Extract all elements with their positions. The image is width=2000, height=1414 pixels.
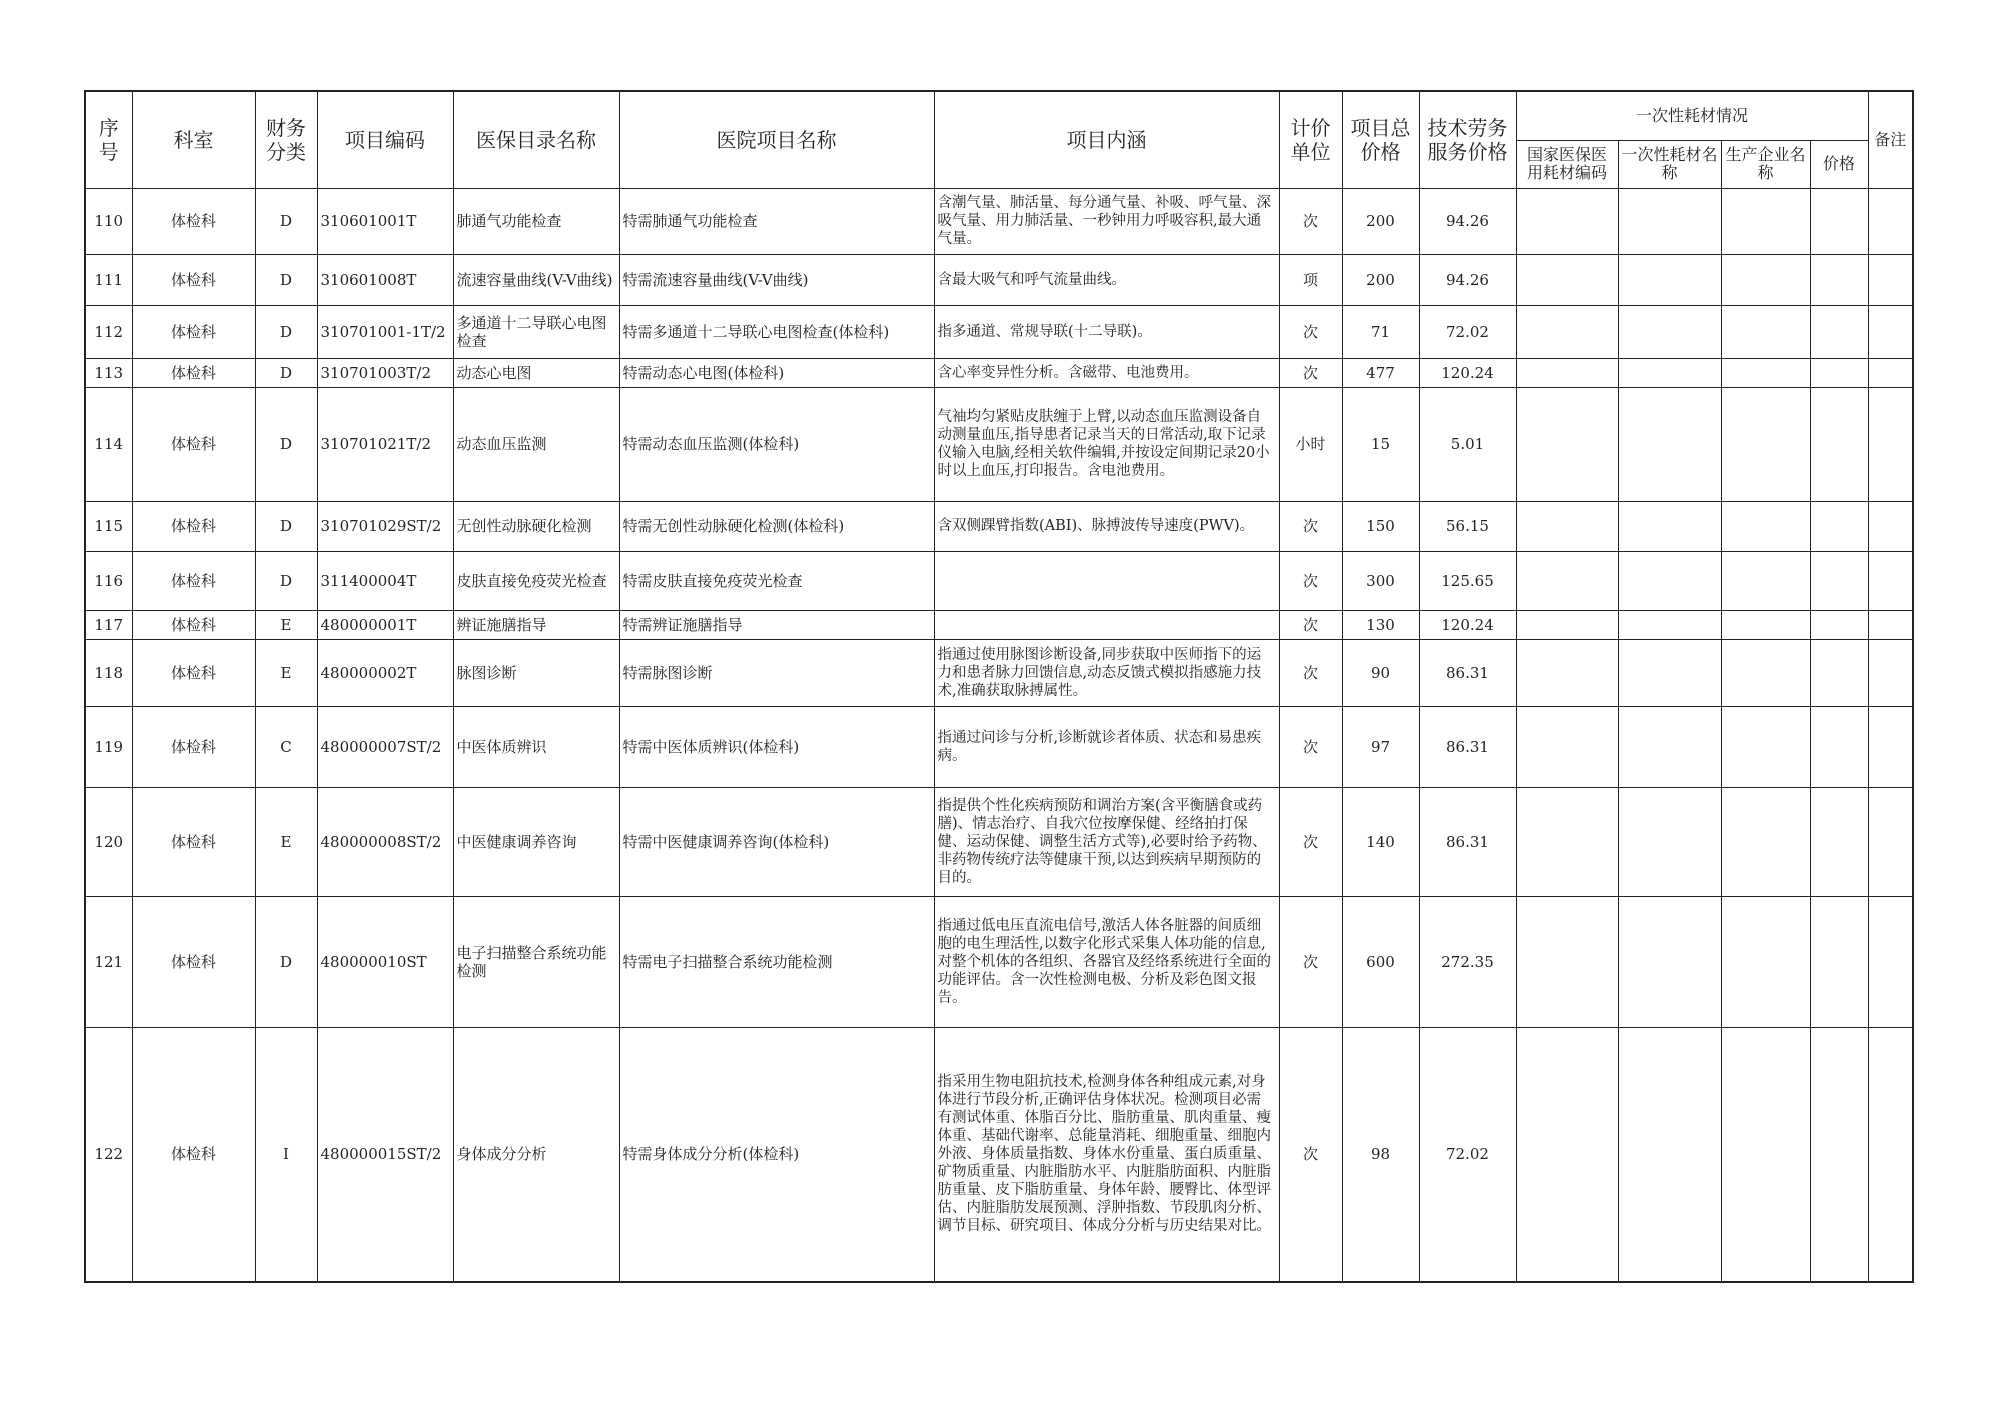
- cell-content: 指提供个性化疾病预防和调治方案(含平衡膳食或药膳)、情志治疗、自我穴位按摩保健、经络拍打保健、运动保健、调整生活方式等),必要时给予药物、非药物传统疗法等健康干预,以达到疾病早期预防的目的。: [934, 787, 1279, 896]
- cell-content: 含潮气量、肺活量、每分通气量、补吸、呼气量、深吸气量、用力肺活量、一秒钟用力呼吸容积,最大通气量。: [934, 188, 1279, 254]
- cell-consumable-code: [1516, 188, 1618, 254]
- cell-unit: 次: [1279, 305, 1342, 358]
- cell-price: [1810, 896, 1868, 1027]
- cell-hospital-name: 特需无创性动脉硬化检测(体检科): [619, 501, 934, 551]
- table-row: [85, 188, 1913, 254]
- cell-consumable-name: [1618, 1027, 1721, 1282]
- cell-total-price: 71: [1342, 305, 1419, 358]
- cell-dept: 体检科: [132, 610, 255, 639]
- cell-hospital-name: 特需动态心电图(体检科): [619, 358, 934, 387]
- cell-consumable-code: [1516, 305, 1618, 358]
- cell-fin-cat: D: [255, 551, 317, 610]
- cell-manufacturer: [1721, 358, 1810, 387]
- cell-insurance-name: 中医体质辨识: [453, 706, 619, 787]
- cell-remark: [1868, 305, 1913, 358]
- cell-code: 310701021T/2: [317, 387, 453, 501]
- cell-remark: [1868, 254, 1913, 305]
- cell-content: [934, 551, 1279, 610]
- cell-total-price: 98: [1342, 1027, 1419, 1282]
- cell-remark: [1868, 188, 1913, 254]
- cell-total-price: 90: [1342, 639, 1419, 706]
- cell-consumable-code: [1516, 706, 1618, 787]
- cell-hospital-name: 特需电子扫描整合系统功能检测: [619, 896, 934, 1027]
- cell-dept: 体检科: [132, 1027, 255, 1282]
- table-row: [85, 610, 1913, 639]
- cell-content: [934, 610, 1279, 639]
- cell-consumable-name: [1618, 896, 1721, 1027]
- cell-hospital-name: 特需动态血压监测(体检科): [619, 387, 934, 501]
- cell-content: 指通过使用脉图诊断设备,同步获取中医师指下的运力和患者脉力回馈信息,动态反馈式模拟指感施力技术,准确获取脉搏属性。: [934, 639, 1279, 706]
- cell-seq: 121: [85, 896, 132, 1027]
- cell-unit: 次: [1279, 639, 1342, 706]
- cell-total-price: 150: [1342, 501, 1419, 551]
- header-hospital-name: 医院项目名称: [619, 91, 934, 188]
- cell-fin-cat: D: [255, 254, 317, 305]
- cell-seq: 113: [85, 358, 132, 387]
- cell-total-price: 200: [1342, 254, 1419, 305]
- cell-manufacturer: [1721, 188, 1810, 254]
- cell-price: [1810, 188, 1868, 254]
- cell-consumable-code: [1516, 610, 1618, 639]
- cell-consumable-name: [1618, 188, 1721, 254]
- cell-fin-cat: E: [255, 787, 317, 896]
- cell-service-price: 72.02: [1419, 1027, 1516, 1282]
- cell-fin-cat: D: [255, 387, 317, 501]
- cell-insurance-name: 身体成分分析: [453, 1027, 619, 1282]
- cell-code: 310601008T: [317, 254, 453, 305]
- cell-hospital-name: 特需多通道十二导联心电图检查(体检科): [619, 305, 934, 358]
- cell-insurance-name: 流速容量曲线(V-V曲线): [453, 254, 619, 305]
- cell-unit: 次: [1279, 358, 1342, 387]
- cell-manufacturer: [1721, 896, 1810, 1027]
- cell-dept: 体检科: [132, 254, 255, 305]
- cell-remark: [1868, 787, 1913, 896]
- cell-insurance-name: 中医健康调养咨询: [453, 787, 619, 896]
- cell-code: 480000001T: [317, 610, 453, 639]
- cell-remark: [1868, 896, 1913, 1027]
- cell-manufacturer: [1721, 305, 1810, 358]
- cell-price: [1810, 639, 1868, 706]
- header-service-price: 技术劳务服务价格: [1419, 91, 1516, 188]
- cell-manufacturer: [1721, 551, 1810, 610]
- cell-total-price: 15: [1342, 387, 1419, 501]
- price-table: [84, 90, 1914, 1283]
- cell-fin-cat: I: [255, 1027, 317, 1282]
- cell-manufacturer: [1721, 1027, 1810, 1282]
- cell-service-price: 86.31: [1419, 706, 1516, 787]
- cell-seq: 117: [85, 610, 132, 639]
- cell-seq: 114: [85, 387, 132, 501]
- cell-price: [1810, 387, 1868, 501]
- cell-service-price: 125.65: [1419, 551, 1516, 610]
- cell-unit: 次: [1279, 501, 1342, 551]
- cell-price: [1810, 358, 1868, 387]
- cell-hospital-name: 特需身体成分分析(体检科): [619, 1027, 934, 1282]
- header-fin-cat: 财务分类: [255, 91, 317, 188]
- cell-content: 指采用生物电阻抗技术,检测身体各种组成元素,对身体进行节段分析,正确评估身体状况。检测项目必需有测试体重、体脂百分比、脂肪重量、肌肉重量、瘦体重、基础代谢率、总能量消耗、细胞重量、细胞内外液、身体质量指数、身体水份重量、蛋白质重量、矿物质重量、内脏脂肪水平、内脏脂肪面积、内脏脂肪重量、皮下脂肪重量、身体年龄、腰臀比、体型评估、内脏脂肪发展预测、浮肿指数、节段肌肉分析、调节目标、研究项目、体成分分析与历史结果对比。: [934, 1027, 1279, 1282]
- cell-code: 310601001T: [317, 188, 453, 254]
- header-insurance-name: 医保目录名称: [453, 91, 619, 188]
- table-row: [85, 1027, 1913, 1282]
- cell-remark: [1868, 1027, 1913, 1282]
- cell-manufacturer: [1721, 787, 1810, 896]
- table-row: [85, 254, 1913, 305]
- cell-insurance-name: 皮肤直接免疫荧光检查: [453, 551, 619, 610]
- cell-price: [1810, 787, 1868, 896]
- cell-fin-cat: D: [255, 358, 317, 387]
- table-row: [85, 358, 1913, 387]
- cell-dept: 体检科: [132, 387, 255, 501]
- cell-insurance-name: 多通道十二导联心电图检查: [453, 305, 619, 358]
- cell-seq: 122: [85, 1027, 132, 1282]
- cell-hospital-name: 特需中医体质辨识(体检科): [619, 706, 934, 787]
- cell-code: 310701003T/2: [317, 358, 453, 387]
- cell-consumable-code: [1516, 358, 1618, 387]
- cell-total-price: 600: [1342, 896, 1419, 1027]
- table-row: [85, 501, 1913, 551]
- cell-price: [1810, 254, 1868, 305]
- cell-unit: 次: [1279, 610, 1342, 639]
- cell-consumable-code: [1516, 551, 1618, 610]
- cell-fin-cat: D: [255, 188, 317, 254]
- cell-seq: 116: [85, 551, 132, 610]
- cell-insurance-name: 动态心电图: [453, 358, 619, 387]
- cell-unit: 次: [1279, 787, 1342, 896]
- header-unit: 计价单位: [1279, 91, 1342, 188]
- cell-fin-cat: D: [255, 305, 317, 358]
- cell-hospital-name: 特需皮肤直接免疫荧光检查: [619, 551, 934, 610]
- cell-total-price: 140: [1342, 787, 1419, 896]
- cell-dept: 体检科: [132, 501, 255, 551]
- cell-consumable-code: [1516, 787, 1618, 896]
- header-content: 项目内涵: [934, 91, 1279, 188]
- table-row: [85, 305, 1913, 358]
- cell-consumable-code: [1516, 1027, 1618, 1282]
- header-code: 项目编码: [317, 91, 453, 188]
- cell-remark: [1868, 501, 1913, 551]
- cell-consumable-code: [1516, 501, 1618, 551]
- header-remark: 备注: [1868, 91, 1913, 188]
- header-price: 价格: [1810, 140, 1868, 188]
- cell-unit: 项: [1279, 254, 1342, 305]
- cell-total-price: 130: [1342, 610, 1419, 639]
- cell-remark: [1868, 706, 1913, 787]
- cell-seq: 119: [85, 706, 132, 787]
- cell-price: [1810, 1027, 1868, 1282]
- cell-consumable-name: [1618, 387, 1721, 501]
- table-row: [85, 787, 1913, 896]
- cell-service-price: 94.26: [1419, 254, 1516, 305]
- cell-hospital-name: 特需肺通气功能检查: [619, 188, 934, 254]
- cell-unit: 次: [1279, 1027, 1342, 1282]
- cell-consumable-code: [1516, 639, 1618, 706]
- table-row: [85, 387, 1913, 501]
- cell-unit: 次: [1279, 896, 1342, 1027]
- cell-seq: 111: [85, 254, 132, 305]
- cell-seq: 115: [85, 501, 132, 551]
- cell-consumable-name: [1618, 501, 1721, 551]
- cell-manufacturer: [1721, 387, 1810, 501]
- cell-insurance-name: 动态血压监测: [453, 387, 619, 501]
- cell-dept: 体检科: [132, 706, 255, 787]
- cell-code: 480000010ST: [317, 896, 453, 1027]
- cell-fin-cat: D: [255, 501, 317, 551]
- cell-dept: 体检科: [132, 188, 255, 254]
- cell-price: [1810, 501, 1868, 551]
- header-consumable-name: 一次性耗材名称: [1618, 140, 1721, 188]
- cell-insurance-name: 电子扫描整合系统功能检测: [453, 896, 619, 1027]
- cell-hospital-name: 特需脉图诊断: [619, 639, 934, 706]
- cell-service-price: 72.02: [1419, 305, 1516, 358]
- cell-consumable-name: [1618, 254, 1721, 305]
- cell-insurance-name: 肺通气功能检查: [453, 188, 619, 254]
- cell-content: 指多通道、常规导联(十二导联)。: [934, 305, 1279, 358]
- cell-fin-cat: D: [255, 896, 317, 1027]
- cell-unit: 次: [1279, 551, 1342, 610]
- cell-dept: 体检科: [132, 639, 255, 706]
- cell-remark: [1868, 610, 1913, 639]
- cell-content: 指通过问诊与分析,诊断就诊者体质、状态和易患疾病。: [934, 706, 1279, 787]
- cell-remark: [1868, 551, 1913, 610]
- cell-content: 含双侧踝臂指数(ABI)、脉搏波传导速度(PWV)。: [934, 501, 1279, 551]
- cell-content: 含最大吸气和呼气流量曲线。: [934, 254, 1279, 305]
- cell-code: 310701029ST/2: [317, 501, 453, 551]
- header-manufacturer: 生产企业名称: [1721, 140, 1810, 188]
- header-total-price: 项目总价格: [1342, 91, 1419, 188]
- cell-hospital-name: 特需中医健康调养咨询(体检科): [619, 787, 934, 896]
- cell-unit: 次: [1279, 706, 1342, 787]
- cell-dept: 体检科: [132, 896, 255, 1027]
- cell-code: 480000002T: [317, 639, 453, 706]
- cell-dept: 体检科: [132, 358, 255, 387]
- cell-manufacturer: [1721, 639, 1810, 706]
- cell-manufacturer: [1721, 501, 1810, 551]
- cell-code: 311400004T: [317, 551, 453, 610]
- table-row: [85, 896, 1913, 1027]
- cell-total-price: 477: [1342, 358, 1419, 387]
- table-row: [85, 706, 1913, 787]
- table-row: [85, 551, 1913, 610]
- header-seq: 序号: [85, 91, 132, 188]
- cell-consumable-name: [1618, 551, 1721, 610]
- cell-service-price: 120.24: [1419, 610, 1516, 639]
- cell-manufacturer: [1721, 610, 1810, 639]
- cell-code: 480000007ST/2: [317, 706, 453, 787]
- cell-total-price: 200: [1342, 188, 1419, 254]
- table-row: [85, 639, 1913, 706]
- cell-price: [1810, 551, 1868, 610]
- cell-manufacturer: [1721, 706, 1810, 787]
- cell-fin-cat: E: [255, 639, 317, 706]
- cell-service-price: 272.35: [1419, 896, 1516, 1027]
- cell-seq: 120: [85, 787, 132, 896]
- cell-seq: 110: [85, 188, 132, 254]
- cell-total-price: 300: [1342, 551, 1419, 610]
- cell-fin-cat: E: [255, 610, 317, 639]
- cell-consumable-name: [1618, 706, 1721, 787]
- cell-dept: 体检科: [132, 551, 255, 610]
- cell-price: [1810, 706, 1868, 787]
- cell-code: 480000015ST/2: [317, 1027, 453, 1282]
- cell-hospital-name: 特需流速容量曲线(V-V曲线): [619, 254, 934, 305]
- cell-consumable-name: [1618, 787, 1721, 896]
- cell-fin-cat: C: [255, 706, 317, 787]
- cell-service-price: 94.26: [1419, 188, 1516, 254]
- cell-consumable-code: [1516, 896, 1618, 1027]
- cell-hospital-name: 特需辨证施膳指导: [619, 610, 934, 639]
- cell-service-price: 56.15: [1419, 501, 1516, 551]
- header-consumable-code: 国家医保医用耗材编码: [1516, 140, 1618, 188]
- cell-price: [1810, 305, 1868, 358]
- cell-consumable-name: [1618, 358, 1721, 387]
- header-dept: 科室: [132, 91, 255, 188]
- cell-content: 气袖均匀紧贴皮肤缠于上臂,以动态血压监测设备自动测量血压,指导患者记录当天的日常活动,取下记录仪输入电脑,经相关软件编辑,并按设定间期记录20小时以上血压,打印报告。含电池费用。: [934, 387, 1279, 501]
- cell-seq: 118: [85, 639, 132, 706]
- cell-service-price: 86.31: [1419, 639, 1516, 706]
- cell-seq: 112: [85, 305, 132, 358]
- cell-consumable-name: [1618, 639, 1721, 706]
- cell-content: 含心率变异性分析。含磁带、电池费用。: [934, 358, 1279, 387]
- cell-consumable-code: [1516, 254, 1618, 305]
- cell-consumable-code: [1516, 387, 1618, 501]
- cell-total-price: 97: [1342, 706, 1419, 787]
- cell-dept: 体检科: [132, 787, 255, 896]
- cell-remark: [1868, 358, 1913, 387]
- cell-unit: 小时: [1279, 387, 1342, 501]
- cell-insurance-name: 脉图诊断: [453, 639, 619, 706]
- cell-remark: [1868, 387, 1913, 501]
- cell-insurance-name: 无创性动脉硬化检测: [453, 501, 619, 551]
- cell-service-price: 86.31: [1419, 787, 1516, 896]
- cell-unit: 次: [1279, 188, 1342, 254]
- cell-service-price: 120.24: [1419, 358, 1516, 387]
- cell-manufacturer: [1721, 254, 1810, 305]
- cell-code: 310701001-1T/2: [317, 305, 453, 358]
- cell-insurance-name: 辨证施膳指导: [453, 610, 619, 639]
- cell-consumable-name: [1618, 305, 1721, 358]
- cell-price: [1810, 610, 1868, 639]
- cell-remark: [1868, 639, 1913, 706]
- cell-dept: 体检科: [132, 305, 255, 358]
- cell-code: 480000008ST/2: [317, 787, 453, 896]
- header-consumables-group: 一次性耗材情况: [1516, 91, 1868, 140]
- cell-service-price: 5.01: [1419, 387, 1516, 501]
- cell-consumable-name: [1618, 610, 1721, 639]
- cell-content: 指通过低电压直流电信号,激活人体各脏器的间质细胞的电生理活性,以数字化形式采集人体功能的信息,对整个机体的各组织、各器官及经络系统进行全面的功能评估。含一次性检测电极、分析及彩色图文报告。: [934, 896, 1279, 1027]
